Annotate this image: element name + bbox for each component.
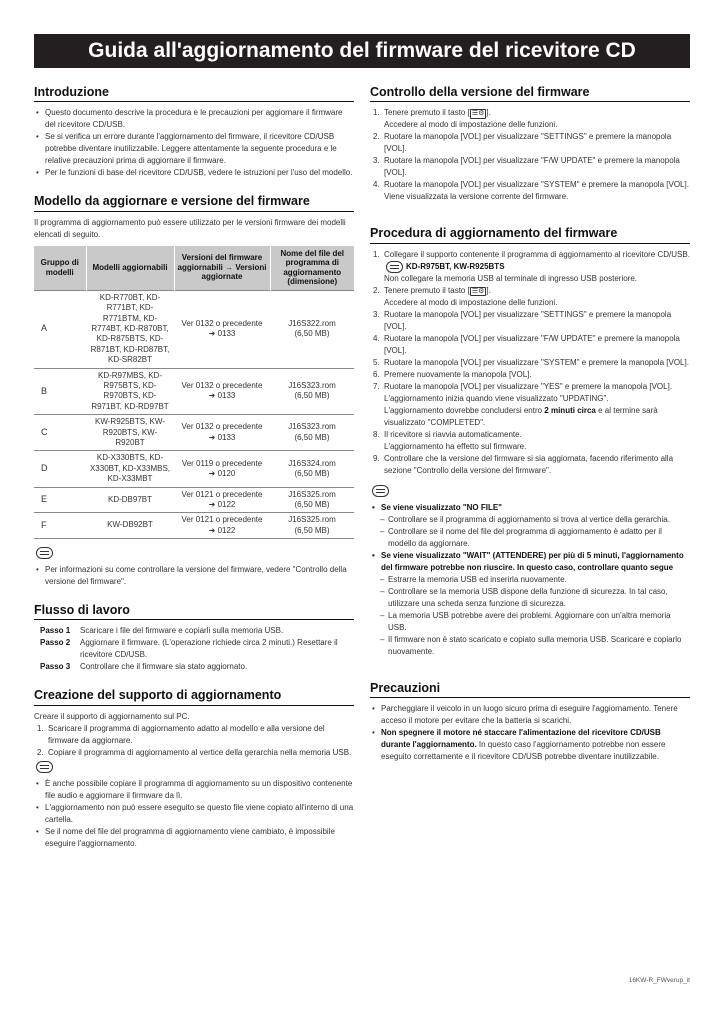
list-item: 8. Il ricevitore si riavvia automaticamente. L'aggiornamento ha effetto sul firmware. (373, 429, 527, 451)
list-item: • Non spegnere il motore né staccare l'alimentazione del ricevitore CD/USB durante l'aggiornamento. In questo caso l'aggiornamento potrebbe non essere eseguito correttamente e il ricevitore CD/USB potrebbe diventare inutilizzabile. (370, 727, 690, 763)
note-title: • Se viene visualizzato "NO FILE" (370, 502, 690, 514)
group-cell: E (34, 487, 86, 513)
list-item: 9. Controllare che la versione del firmware si sia aggiornata, facendo riferimento alla sezione "Controllo della versione del firmware". (373, 453, 674, 475)
arrow-icon: ➜ (208, 525, 216, 535)
step-text: Aggiornare il firmware. (L'operazione richiede circa 2 minuti.) Resettare il ricevitore CD/USB. (80, 638, 338, 660)
procedure-notes (370, 502, 690, 514)
group-cell: B (34, 368, 86, 415)
firmware-table (34, 246, 354, 540)
models-cell: KW-R925BTS, KW-R920BTS, KW-R920BT (86, 415, 174, 451)
section-workflow (34, 602, 354, 673)
table-row (34, 513, 354, 539)
section-heading: Modello da aggiornare e versione del firmware (34, 193, 354, 211)
file-cell: J16S322.rom (6,50 MB) (270, 290, 354, 368)
models-note (34, 564, 354, 588)
table-row (34, 451, 354, 487)
document-code: 16KW-R_FWverup_it (628, 977, 690, 985)
file-cell: J16S323.rom (6,50 MB) (270, 368, 354, 415)
list-item: – La memoria USB potrebbe avere dei problemi. Aggiornare con un'altra memoria USB. (380, 610, 690, 634)
group-cell: F (34, 513, 86, 539)
file-cell: J16S323.rom (6,50 MB) (270, 415, 354, 451)
list-item: • Se si verifica un errore durante l'aggiornamento del firmware, il ricevitore CD/USB potrebbe diventare inutilizzabile. Leggere attentamente la seguente procedura e le relative precauzioni prima di aggiornare il firmware. (34, 131, 354, 167)
table-header: Modelli aggiornabili (86, 246, 174, 291)
group-cell: A (34, 290, 86, 368)
menu-settings-key-icon: ☰⚙ (471, 287, 485, 295)
section-precautions (370, 680, 690, 763)
version-cell: Ver 0132 o precedente ➜ 0133 (174, 290, 270, 368)
file-cell: J16S325.rom (6,50 MB) (270, 513, 354, 539)
list-item: – Controllare se la memoria USB dispone della funzione di sicurezza. In tal caso, utilizzare una scheda senza funzione di sicurezza. (380, 586, 690, 610)
list-item: 6. Premere nuovamente la manopola [VOL]. (373, 369, 532, 379)
section-heading: Creazione del supporto di aggiornamento (34, 687, 354, 705)
precautions-list (370, 703, 690, 763)
list-item: • È anche possibile copiare il programma di aggiornamento su un dispositivo contenente file audio e aggiornare il firmware da lì. (34, 778, 354, 802)
section-media (34, 687, 354, 849)
table-header-row (34, 246, 354, 291)
file-cell: J16S324.rom (6,50 MB) (270, 451, 354, 487)
file-cell: J16S325.rom (6,50 MB) (270, 487, 354, 513)
models-cell: KD-X330BTS, KD-X330BT, KD-X33MBS, KD-X33MBT (86, 451, 174, 487)
section-heading: Precauzioni (370, 680, 690, 698)
section-version-check (370, 84, 690, 203)
list-item: 2. Copiare il programma di aggiornamento al vertice della gerarchia nella memoria USB. (37, 747, 352, 757)
version-cell: Ver 0121 o precedente ➜ 0122 (174, 513, 270, 539)
list-item: 2. Tenere premuto il tasto [ ☰⚙ ]. Accedere al modo di impostazione delle funzioni. (373, 285, 558, 307)
media-steps (34, 723, 354, 759)
menu-settings-key-icon: ☰⚙ (471, 110, 485, 118)
list-item: 2. Ruotare la manopola [VOL] per visualizzare "SETTINGS" e premere la manopola [VOL]. (373, 132, 672, 154)
section-heading: Introduzione (34, 84, 354, 102)
table-row (34, 415, 354, 451)
wait-checks (380, 574, 690, 658)
version-cell: Ver 0132 o precedente ➜ 0133 (174, 415, 270, 451)
note-icon (372, 485, 389, 497)
table-header: Nome del file del programma di aggiornamento (dimensione) (270, 246, 354, 291)
models-cell: KW-DB92BT (86, 513, 174, 539)
step-label: Passo 3 (40, 662, 71, 672)
list-item: – Controllare se il nome del file del programma di aggiornamento è adatto per il modello da aggiornare. (380, 526, 690, 550)
list-item: 1. Collegare il supporto contenente il programma di aggiornamento al ricevitore CD/USB. KD-R975BT, KW-R925BTS Non collegare la memoria USB al terminale di ingresso USB posteriore. (373, 249, 690, 283)
table-row (34, 290, 354, 368)
list-item: • Se il nome del file del programma di aggiornamento viene cambiato, è impossibile eseguire l'aggiornamento. (34, 826, 354, 850)
list-item: 4. Ruotare la manopola [VOL] per visualizzare "F/W UPDATE" e premere la manopola [VOL]. (373, 333, 680, 355)
models-intro-text: Il programma di aggiornamento può essere utilizzato per le versioni firmware dei modelli elencati di seguito. (34, 217, 346, 239)
models-cell: KD-R97MBS, KD-R975BTS, KD-R970BTS, KD-R971BT, KD-RD97BT (86, 368, 174, 415)
list-item: 5. Ruotare la manopola [VOL] per visualizzare "SYSTEM" e premere la manopola [VOL]. (373, 357, 689, 367)
check-steps (370, 107, 690, 203)
note-icon (386, 261, 403, 273)
section-heading: Procedura di aggiornamento del firmware (370, 225, 690, 243)
note-icon (36, 761, 53, 773)
section-update-procedure (370, 225, 690, 657)
table-row (34, 487, 354, 513)
step-text: Controllare che il firmware sia stato aggiornato. (80, 662, 248, 672)
workflow-steps (34, 625, 354, 673)
model-note: KD-R975BT, KW-R925BTS (386, 261, 690, 273)
list-item: 7. Ruotare la manopola [VOL] per visualizzare "YES" e premere la manopola [VOL]. L'aggiornamento inizia quando viene visualizzato "UPDATING". L'aggiornamento dovrebbe concludersi entro 2 minuti circa e al termine sarà visualizzato "COMPLETED". (373, 381, 673, 427)
media-notes (34, 778, 354, 850)
group-cell: D (34, 451, 86, 487)
version-cell: Ver 0119 o precedente ➜ 0120 (174, 451, 270, 487)
table-header: Gruppo di modelli (34, 246, 86, 291)
left-column (34, 84, 354, 864)
document-title: Guida all'aggiornamento del firmware del ricevitore CD (34, 34, 690, 68)
arrow-icon: ➜ (208, 329, 216, 339)
list-item: – Estrarre la memoria USB ed inserirla nuovamente. (380, 574, 690, 586)
group-cell: C (34, 415, 86, 451)
table-row (34, 368, 354, 415)
list-item: – Controllare se il programma di aggiornamento si trova al vertice della gerarchia. (380, 514, 690, 526)
arrow-icon: ➜ (208, 468, 216, 478)
media-intro-text: Creare il supporto di aggiornamento sul PC. (34, 711, 190, 721)
step-text: Scaricare i file del firmware e copiarli sulla memoria USB. (80, 626, 284, 636)
step-label: Passo 1 (40, 626, 71, 636)
section-heading: Controllo della versione del firmware (370, 84, 690, 102)
models-cell: KD-DB97BT (86, 487, 174, 513)
list-item: • L'aggiornamento non può essere eseguito se questo file viene copiato all'interno di una cartella. (34, 802, 354, 826)
procedure-steps (370, 249, 690, 477)
section-models (34, 193, 354, 588)
arrow-icon: ➜ (208, 391, 216, 401)
list-item: 4. Ruotare la manopola [VOL] per visualizzare "SYSTEM" e premere la manopola [VOL]. Viene visualizzata la versione corrente del firmware. (373, 180, 689, 202)
note-icon (36, 547, 53, 559)
list-item: 1. Scaricare il programma di aggiornamento adatto al modello e alla versione del firmware da aggiornare. (37, 723, 325, 745)
right-column (370, 84, 690, 777)
list-item: • Parcheggiare il veicolo in un luogo sicuro prima di eseguire l'aggiornamento. Tenere acceso il motore per evitare che la batteria si scarichi. (370, 703, 690, 727)
models-cell: KD-R770BT, KD-R771BT, KD-R771BTM, KD-R774BT, KD-R870BT, KD-R875BTS, KD-R871BT, KD-RD87BT, KD-SR82BT (86, 290, 174, 368)
list-item: 1. Tenere premuto il tasto [ ☰⚙ ]. Accedere al modo di impostazione delle funzioni. (373, 108, 558, 130)
arrow-icon: ➜ (208, 499, 216, 509)
version-cell: Ver 0121 o precedente ➜ 0122 (174, 487, 270, 513)
list-item: 3. Ruotare la manopola [VOL] per visualizzare "F/W UPDATE" e premere la manopola [VOL]. (373, 156, 680, 178)
table-header: Versioni del firmware aggiornabili → Versioni aggiornate (174, 246, 270, 291)
no-file-checks (380, 514, 690, 550)
version-cell: Ver 0132 o precedente ➜ 0133 (174, 368, 270, 415)
list-item: • Per informazioni su come controllare la versione del firmware, vedere "Controllo della versione del firmware". (34, 564, 354, 588)
section-introduction (34, 84, 354, 179)
step-label: Passo 2 (40, 638, 71, 648)
list-item: • Questo documento descrive la procedura e le precauzioni per aggiornare il firmware del ricevitore CD/USB. (34, 107, 354, 131)
intro-list (34, 107, 354, 179)
arrow-icon: ➜ (208, 432, 216, 442)
list-item: • Per le funzioni di base del ricevitore CD/USB, vedere le istruzioni per l'uso del modello. (34, 167, 354, 179)
list-item: 3. Ruotare la manopola [VOL] per visualizzare "SETTINGS" e premere la manopola [VOL]. (373, 309, 672, 331)
note-title: • Se viene visualizzato "WAIT" (ATTENDERE) per più di 5 minuti, l'aggiornamento del firmware potrebbe non riuscire. In questo caso, controllare quanto segue (370, 550, 690, 574)
section-heading: Flusso di lavoro (34, 602, 354, 620)
list-item: – Il firmware non è stato scaricato e copiato sulla memoria USB. Scaricare e copiarlo nuovamente. (380, 634, 690, 658)
